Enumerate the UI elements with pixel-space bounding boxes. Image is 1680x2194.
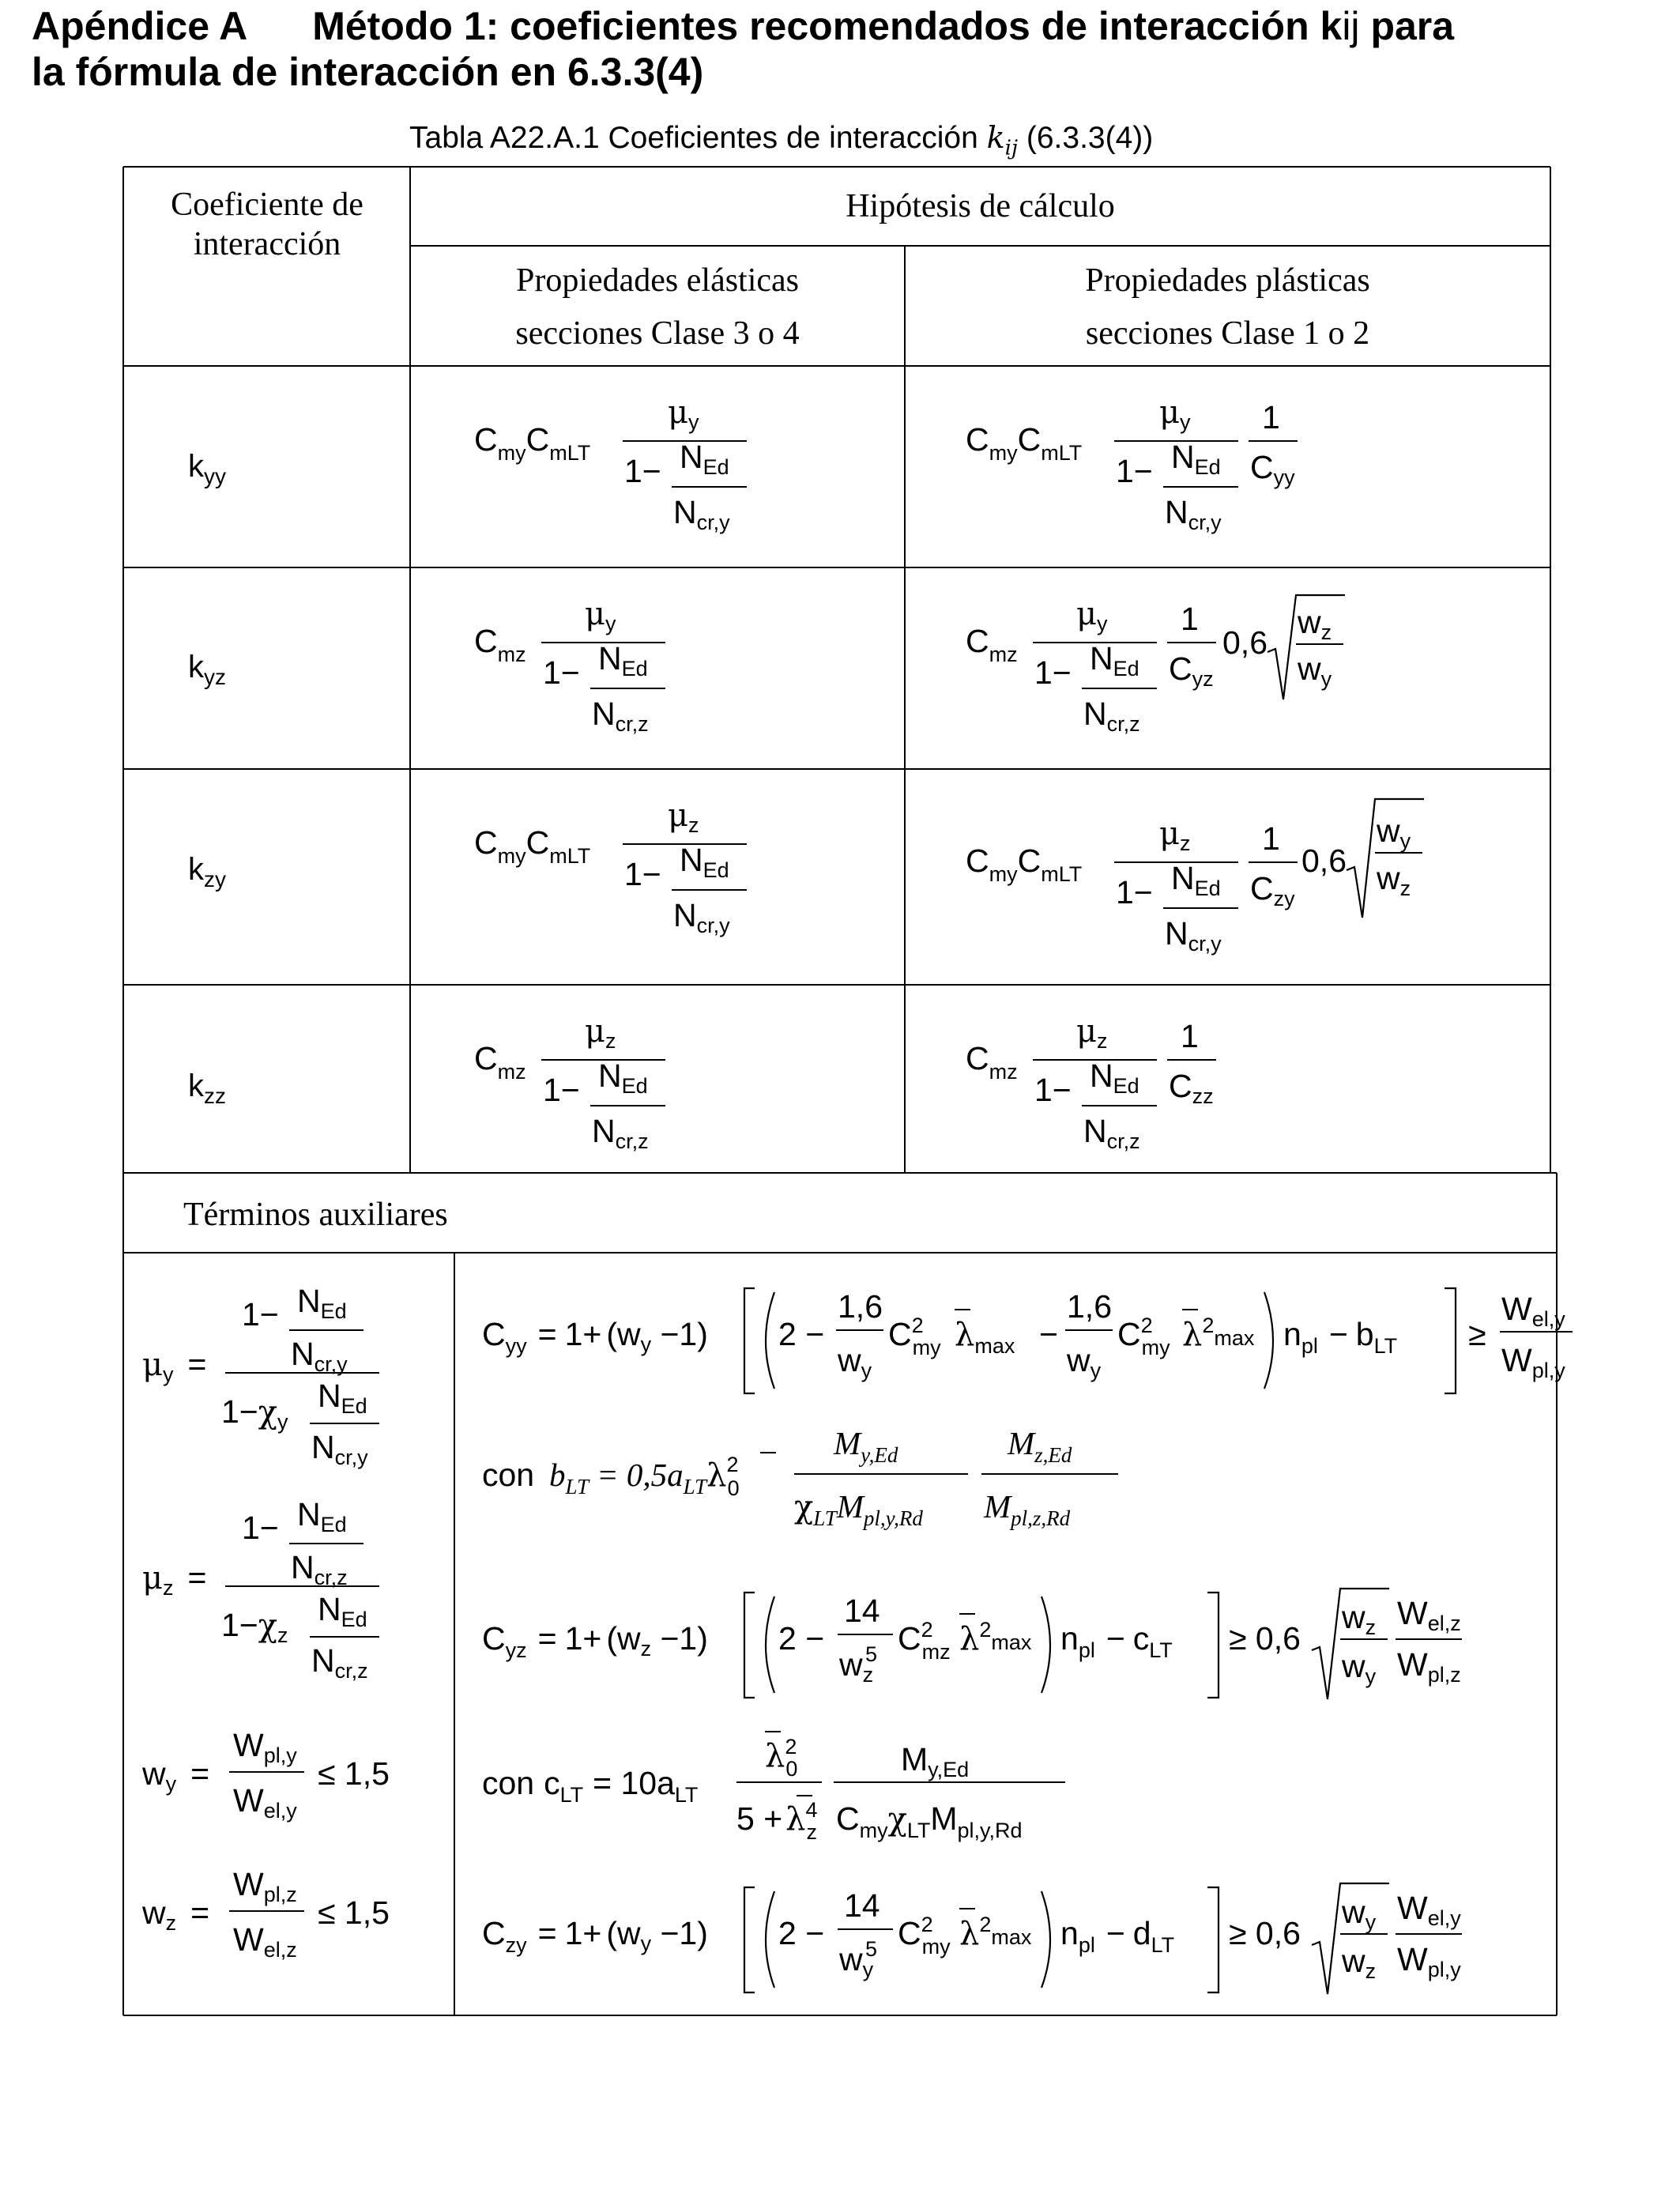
plastic-header-line-1: Propiedades plásticas bbox=[1085, 262, 1370, 299]
svg-text:1,6: 1,6 bbox=[1067, 1288, 1112, 1325]
svg-text:1−: 1− bbox=[1116, 453, 1153, 489]
svg-text:λ2max: $\lambda^2_{max}$ bbox=[1182, 1314, 1255, 1353]
svg-text:Wpl,y: Wpl,y bbox=[1397, 1941, 1461, 1981]
svg-text:NEd: NEd bbox=[1171, 860, 1221, 900]
formula-w-y bbox=[142, 1723, 411, 1842]
svg-text:1: 1 bbox=[1181, 1018, 1199, 1054]
svg-text:Czy=1+(wy −1): $C_{zy} = 1+ (wy -1)$ bbox=[482, 1915, 708, 1957]
svg-text:Wpl,z: Wpl,z bbox=[1397, 1646, 1461, 1687]
svg-text:μz: μz bbox=[1076, 1013, 1108, 1053]
svg-text:5 +λ4z: $5 + \lambda^4$ z bbox=[736, 1798, 818, 1844]
svg-text:wz=: wz = bbox=[142, 1894, 210, 1935]
svg-text:Wel,y: Wel,y bbox=[233, 1782, 297, 1823]
formula-mu-z bbox=[142, 1482, 411, 1683]
aux-terms-header: Términos auxiliares bbox=[183, 1197, 448, 1233]
svg-text:Cyy: Cyy bbox=[1250, 449, 1295, 489]
svg-text:μy: μy bbox=[1076, 596, 1108, 635]
formula-kyy-plastic bbox=[966, 395, 1329, 545]
svg-text:NEd: NEd bbox=[680, 439, 729, 479]
svg-text:Wel,y: Wel,y bbox=[1501, 1291, 1565, 1331]
heading-line-2: la fórmula de interacción en 6.3.3(4) bbox=[32, 50, 704, 94]
formula-kzz-plastic bbox=[966, 1014, 1250, 1164]
elastic-header-line-1: Propiedades elásticas bbox=[515, 262, 800, 299]
svg-text:Ncr,y: Ncr,y bbox=[673, 494, 730, 534]
svg-text:CmyCmLT: $C_{my}C_{mLT}$ bbox=[474, 421, 591, 465]
svg-text:Ncr,y: Ncr,y bbox=[311, 1429, 368, 1469]
svg-text:5: 5 bbox=[865, 1937, 878, 1961]
svg-text:wy: wy bbox=[1342, 1648, 1377, 1688]
svg-text:wz: wz bbox=[1342, 1599, 1377, 1639]
svg-text:Wel,z: Wel,z bbox=[1397, 1595, 1461, 1635]
svg-text:1−χz: 1−χz bbox=[221, 1607, 288, 1647]
svg-text:wy=: wy = bbox=[142, 1755, 210, 1796]
svg-text:1−: 1− bbox=[624, 453, 661, 489]
plastic-header-line-2: secciones Clase 1 o 2 bbox=[1085, 315, 1370, 352]
svg-text:1−: 1− bbox=[242, 1296, 279, 1333]
table-caption: Tabla A22.A.1 Coeficientes de interacción $k_{ij}$ (6.3.3(4)) bbox=[409, 120, 1154, 160]
svg-text:NEd: NEd bbox=[1090, 640, 1139, 680]
svg-text:wy: wy bbox=[1342, 1894, 1377, 1934]
svg-text:Mz,Ed: $M_{z,Ed}$ bbox=[1008, 1425, 1072, 1467]
svg-text:wy: wy bbox=[1067, 1342, 1102, 1382]
heading-line-1: Apéndice A Método 1: coeficientes recomendados de interacción kij para bbox=[32, 4, 1455, 48]
svg-text:npl−bLT: $n_{pl} - b_{LT}$ bbox=[1283, 1316, 1398, 1358]
svg-text:μy: μy bbox=[668, 394, 699, 434]
svg-text:1,6: 1,6 bbox=[838, 1288, 883, 1325]
svg-text:CmyCmLT: $C_{my}C_{mLT}$ bbox=[474, 824, 591, 868]
col-header-hypothesis: Hipótesis de cálculo bbox=[846, 188, 1115, 224]
svg-text:λ2max: $\lambda^2_{max}$ bbox=[959, 1618, 1032, 1657]
svg-text:Ncr,z: Ncr,z bbox=[1083, 696, 1140, 736]
formula-kyz-plastic bbox=[966, 589, 1377, 747]
svg-text:CmyχLTMpl,y,Rd: $C_{my}\chi_{LT}M_{pl,y,Rd}$ bbox=[836, 1800, 1023, 1842]
svg-text:Wel,z: Wel,z bbox=[233, 1921, 297, 1962]
svg-text:λ20: $\lambda^2$ 0 bbox=[765, 1735, 798, 1781]
svg-text:NEd: NEd bbox=[318, 1591, 367, 1631]
svg-text:npl−dLT: $n_{pl} - d_{LT}$ bbox=[1060, 1915, 1175, 1957]
svg-text:0,6: 0,6 bbox=[1222, 624, 1268, 661]
formula-kzz-elastic bbox=[474, 1014, 711, 1164]
page-heading bbox=[32, 3, 1652, 95]
formula-kzy-elastic bbox=[474, 798, 759, 948]
svg-text:Ncr,z: Ncr,z bbox=[311, 1642, 368, 1683]
svg-text:1−: 1− bbox=[543, 1072, 580, 1108]
svg-text:Cmz: $C_{mz}$ bbox=[474, 623, 526, 666]
row-label-kzy: $k_{zy}$ bbox=[188, 852, 226, 892]
svg-text:0,6: 0,6 bbox=[1301, 843, 1347, 879]
svg-text:My,Ed: My,Ed bbox=[901, 1741, 970, 1781]
svg-text:Ncr,z: Ncr,z bbox=[592, 1113, 649, 1153]
svg-text:con: con bbox=[482, 1457, 535, 1493]
svg-text:Ncr,z: Ncr,z bbox=[291, 1549, 348, 1589]
svg-text:2 −: 2 − bbox=[778, 1915, 825, 1951]
svg-text:1: 1 bbox=[1262, 399, 1280, 435]
svg-text:wz: wz bbox=[839, 1646, 874, 1687]
svg-text:Mpl,z,Rd: $M_{pl,z,Rd}$ bbox=[984, 1488, 1071, 1530]
svg-text:14: 14 bbox=[844, 1593, 880, 1629]
svg-text:2 −: 2 − bbox=[778, 1316, 825, 1352]
svg-text:Czy: Czy bbox=[1250, 870, 1295, 910]
svg-text:Wpl,y: Wpl,y bbox=[233, 1727, 297, 1767]
svg-text:Ncr,y: Ncr,y bbox=[291, 1336, 348, 1376]
formula-c-yz bbox=[474, 1573, 1549, 1707]
svg-text:Ncr,z: Ncr,z bbox=[592, 696, 649, 736]
svg-text:My,Ed: $M_{y,Ed}$ bbox=[834, 1425, 898, 1467]
svg-text:χLTMpl,y,Rd: $\chi_{LT}M_{pl,y,Rd}$ bbox=[794, 1488, 923, 1530]
formula-kzy-plastic bbox=[966, 793, 1456, 959]
svg-text:Wpl,z: Wpl,z bbox=[233, 1866, 297, 1906]
svg-text:μz: μz bbox=[585, 1013, 616, 1053]
svg-text:μy: μy bbox=[1159, 394, 1191, 434]
col-header-coefficient: Coeficiente de interacción bbox=[171, 187, 363, 262]
svg-text:wz: wz bbox=[1342, 1943, 1377, 1983]
svg-text:wz: wz bbox=[1377, 860, 1411, 900]
svg-text:wy: wy bbox=[838, 1342, 872, 1382]
row-label-kzz: $k_{zz}$ bbox=[188, 1069, 226, 1108]
svg-text:Ncr,y: Ncr,y bbox=[1165, 915, 1222, 956]
formula-c-zy bbox=[474, 1868, 1549, 2002]
svg-text:Ncr,z: Ncr,z bbox=[1083, 1113, 1140, 1153]
svg-text:Cmz: $C_{mz}$ bbox=[966, 623, 1018, 666]
svg-text:2 −: 2 − bbox=[778, 1620, 825, 1657]
svg-text:1−: 1− bbox=[1116, 874, 1153, 910]
svg-text:Cyz=1+(wz −1): $C_{yz} = 1+ (wz -1)$ bbox=[482, 1620, 708, 1662]
formula-c-yy bbox=[474, 1269, 1565, 1403]
svg-text:wy: wy bbox=[839, 1941, 874, 1981]
svg-text:5: 5 bbox=[865, 1642, 878, 1666]
svg-text:≥: ≥ bbox=[1468, 1316, 1486, 1352]
formula-kyz-elastic bbox=[474, 597, 711, 747]
svg-text:NEd: NEd bbox=[297, 1283, 347, 1323]
svg-text:≤ 1,5: ≤ 1,5 bbox=[318, 1755, 390, 1792]
svg-text:−: − bbox=[1039, 1316, 1058, 1352]
svg-text:λ2max: $\lambda^2_{max}$ bbox=[959, 1913, 1032, 1952]
svg-text:wy: wy bbox=[1377, 812, 1411, 853]
svg-text:NEd: NEd bbox=[680, 842, 729, 882]
svg-text:Czz: Czz bbox=[1169, 1068, 1214, 1108]
formula-w-z bbox=[142, 1862, 411, 1981]
svg-text:1−: 1− bbox=[242, 1510, 279, 1546]
svg-text:NEd: NEd bbox=[297, 1496, 347, 1536]
svg-text:≤ 1,5: ≤ 1,5 bbox=[318, 1894, 390, 1931]
svg-text:Ncr,y: Ncr,y bbox=[673, 897, 730, 937]
svg-text:Cmz: $C_{mz}$ bbox=[474, 1040, 526, 1084]
svg-text:concLT= 10aLT: con $c_{LT} = 10a_{LT}$ bbox=[482, 1765, 699, 1807]
svg-text:≥ 0,6: ≥ 0,6 bbox=[1229, 1620, 1301, 1657]
svg-text:Cyy=1+(wy −1): $C_{yy} = 1+ (wy -1)$ bbox=[482, 1316, 708, 1358]
row-label-kyz: $k_{yz}$ bbox=[188, 650, 226, 689]
svg-text:1−: 1− bbox=[1034, 1072, 1072, 1108]
svg-text:CmyCmLT: $C_{my}C_{mLT}$ bbox=[966, 421, 1083, 465]
svg-text:≥ 0,6: ≥ 0,6 bbox=[1229, 1915, 1301, 1951]
svg-text:1−: 1− bbox=[543, 654, 580, 691]
svg-text:Cyz: Cyz bbox=[1169, 650, 1214, 691]
svg-text:bLT= 0,5aLTλ20: $b_{LT} = 0,5a_{LT}\lambda^2$ 0 bbox=[549, 1453, 740, 1500]
svg-text:C2my: $C^2$ my bbox=[1117, 1314, 1170, 1359]
svg-text:μz: μz bbox=[668, 797, 699, 837]
svg-text:CmyCmLT: $C_{my}C_{mLT}$ bbox=[966, 843, 1083, 886]
svg-text:NEd: NEd bbox=[318, 1378, 367, 1418]
svg-text:μy: μy bbox=[585, 596, 616, 635]
svg-text:Wel,y: Wel,y bbox=[1397, 1890, 1461, 1930]
formula-b-lt bbox=[474, 1415, 1185, 1549]
svg-text:Wpl,y: Wpl,y bbox=[1501, 1342, 1565, 1382]
svg-text:C2my: $C^2$ my bbox=[898, 1913, 951, 1958]
svg-text:NEd: NEd bbox=[1171, 439, 1221, 479]
svg-text:NEd: NEd bbox=[598, 640, 648, 680]
svg-text:1: 1 bbox=[1181, 601, 1199, 637]
svg-text:1−χy: 1−χy bbox=[221, 1393, 288, 1434]
svg-text:14: 14 bbox=[844, 1887, 880, 1924]
elastic-header-line-2: secciones Clase 3 o 4 bbox=[515, 315, 800, 352]
formula-mu-y bbox=[142, 1269, 411, 1469]
svg-text:NEd: NEd bbox=[598, 1057, 648, 1098]
row-label-kyy: $k_{yy}$ bbox=[188, 449, 226, 488]
svg-text:Ncr,y: Ncr,y bbox=[1165, 494, 1222, 534]
svg-text:Cmz: $C_{mz}$ bbox=[966, 1040, 1018, 1084]
svg-text:C2mz: $C^2$ mz bbox=[898, 1618, 951, 1664]
formula-c-lt bbox=[474, 1719, 1106, 1853]
formula-kyy-elastic bbox=[474, 395, 759, 545]
svg-text:wy: wy bbox=[1298, 650, 1332, 691]
svg-text:μz=: μz = bbox=[142, 1559, 207, 1600]
svg-text:npl−cLT: $n_{pl} - c_{LT}$ bbox=[1060, 1620, 1173, 1662]
svg-text:1−: 1− bbox=[624, 856, 661, 892]
svg-text:μy=: μy = bbox=[142, 1346, 207, 1386]
svg-text:1−: 1− bbox=[1034, 654, 1072, 691]
svg-text:NEd: NEd bbox=[1090, 1057, 1139, 1098]
svg-text:C2my: $C^2$ my bbox=[888, 1314, 941, 1359]
svg-text:1: 1 bbox=[1262, 820, 1280, 857]
svg-text:μz: μz bbox=[1159, 816, 1191, 855]
svg-text:wz: wz bbox=[1298, 604, 1332, 644]
svg-text:λmax: $\lambda_{max}$ bbox=[955, 1317, 1015, 1358]
